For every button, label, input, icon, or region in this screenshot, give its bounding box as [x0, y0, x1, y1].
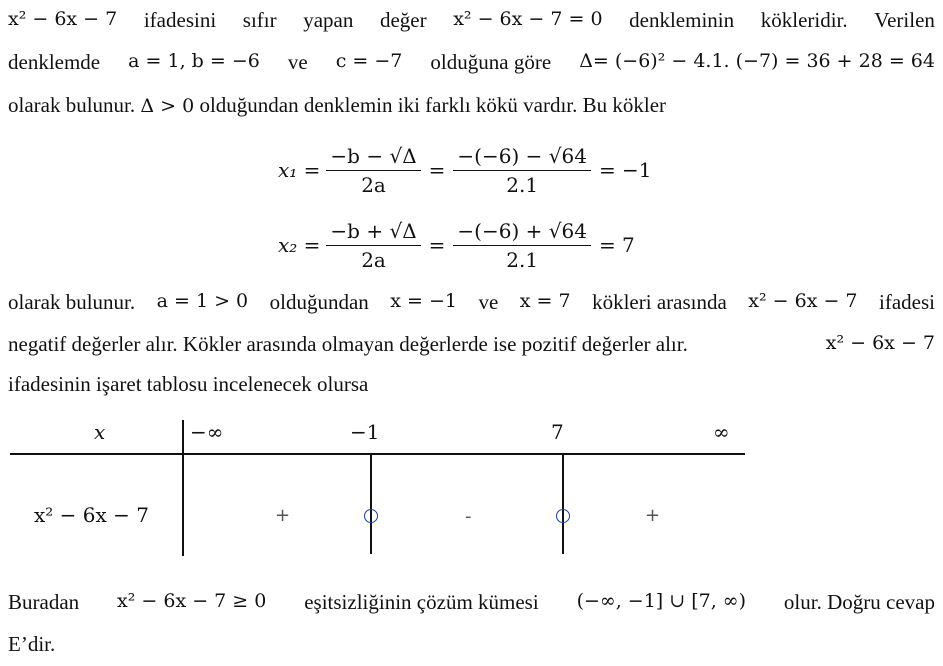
expression-text: x² − 6x − 7: [8, 8, 118, 30]
text-segment: eşitsizliğinin çözüm kümesi: [304, 590, 539, 614]
text-segment: kökleri arasında: [592, 290, 727, 314]
x1-result: = −1: [598, 158, 652, 182]
fraction-denominator: 2.1: [506, 247, 539, 272]
discriminant-condition: Δ > 0: [140, 95, 195, 117]
paragraph1-line2: [8, 50, 935, 75]
root2-vertical-line: [562, 454, 564, 554]
paragraph2-line3: [8, 372, 368, 397]
text-segment: ve: [287, 50, 308, 74]
fraction-numerator: −b − √Δ: [326, 144, 420, 171]
text-word: sıfır: [242, 8, 277, 32]
text-segment: olduğundan: [269, 290, 369, 314]
text-word: kökleridir.: [760, 8, 848, 32]
fraction-denominator: 2.1: [506, 172, 539, 197]
conclusion-line2: [8, 632, 55, 657]
text-segment: olduğundan denklemin iki farklı kökü vardır. Bu kökler: [199, 93, 667, 117]
root-x2-equation: [278, 210, 637, 280]
fraction-numerator: −(−6) − √64: [453, 144, 591, 171]
table-horizontal-rule: [10, 453, 745, 455]
text-segment: Buradan: [8, 590, 80, 614]
sign-positive: +: [275, 505, 291, 526]
sign-positive: +: [645, 505, 661, 526]
equation-text: x² − 6x − 7 = 0: [453, 8, 603, 30]
expression-text: x² − 6x − 7: [748, 290, 858, 312]
root-value: x = 7: [519, 290, 571, 312]
x2-substitution-fraction: [453, 219, 591, 272]
text-segment: ve: [478, 290, 499, 314]
discriminant-calculation: Δ= (−6)² − 4.1. (−7) = 36 + 28 = 64: [579, 50, 935, 72]
fraction-numerator: −b + √Δ: [326, 219, 420, 246]
coefficient-c: c = −7: [335, 50, 403, 72]
table-variable-label: x: [94, 420, 106, 444]
solution-set: (−∞, −1] ∪ [7, ∞): [576, 590, 747, 612]
text-segment: olur. Doğru cevap: [783, 590, 935, 614]
conclusion-line1: [8, 590, 935, 615]
text-word: yapan: [303, 8, 354, 32]
x1-label: x₁ =: [278, 158, 321, 182]
paragraph2-line1: [8, 290, 935, 315]
fraction-denominator: 2a: [361, 172, 386, 197]
text-word: değer: [379, 8, 427, 32]
table-expression-label: x² − 6x − 7: [34, 503, 149, 527]
equals-sign: =: [428, 158, 446, 182]
table-divider-line: [182, 420, 184, 556]
expression-text: x² − 6x − 7: [825, 332, 935, 354]
table-point-neg-infinity: −∞: [190, 420, 224, 444]
fraction-denominator: 2a: [361, 247, 386, 272]
leading-coefficient-condition: a = 1 > 0: [156, 290, 249, 312]
text-segment: ifadesi: [879, 290, 935, 314]
x2-result: = 7: [598, 233, 635, 257]
inequality-text: x² − 6x − 7 ≥ 0: [117, 590, 267, 612]
fraction-numerator: −(−6) + √64: [453, 219, 591, 246]
sign-negative: -: [465, 506, 472, 527]
table-point-root2: 7: [551, 420, 564, 444]
root2-zero-marker: [556, 509, 570, 523]
text-segment: olarak bulunur.: [8, 93, 136, 117]
text-word: denkleminin: [629, 8, 735, 32]
root1-vertical-line: [370, 454, 372, 554]
x1-substitution-fraction: [453, 144, 591, 197]
paragraph2-line2: [8, 332, 935, 357]
table-point-root1: −1: [350, 420, 380, 444]
text-segment: negatif değerler alır. Kökler arasında olmayan değerlerde ise pozitif değerler alır.: [8, 332, 688, 356]
x2-formula-fraction: [326, 219, 420, 272]
x2-label: x₂ =: [278, 233, 321, 257]
x1-formula-fraction: [326, 144, 420, 197]
table-point-pos-infinity: ∞: [713, 420, 730, 444]
text-segment: ifadesinin işaret tablosu incelenecek olursa: [8, 372, 369, 396]
text-segment: olarak bulunur.: [8, 290, 136, 314]
root1-zero-marker: [364, 509, 378, 523]
answer-text: E’dir.: [8, 632, 56, 656]
coefficients-ab: a = 1, b = −6: [128, 50, 260, 72]
paragraph1-line1: [8, 8, 935, 33]
equals-sign: =: [428, 233, 446, 257]
paragraph1-line3: [8, 93, 666, 118]
root-x1-equation: [278, 135, 654, 205]
root-value: x = −1: [390, 290, 457, 312]
text-word: Verilen: [874, 8, 935, 32]
text-word: ifadesini: [143, 8, 217, 32]
text-segment: olduğuna göre: [430, 50, 552, 74]
text-segment: denklemde: [8, 50, 101, 74]
